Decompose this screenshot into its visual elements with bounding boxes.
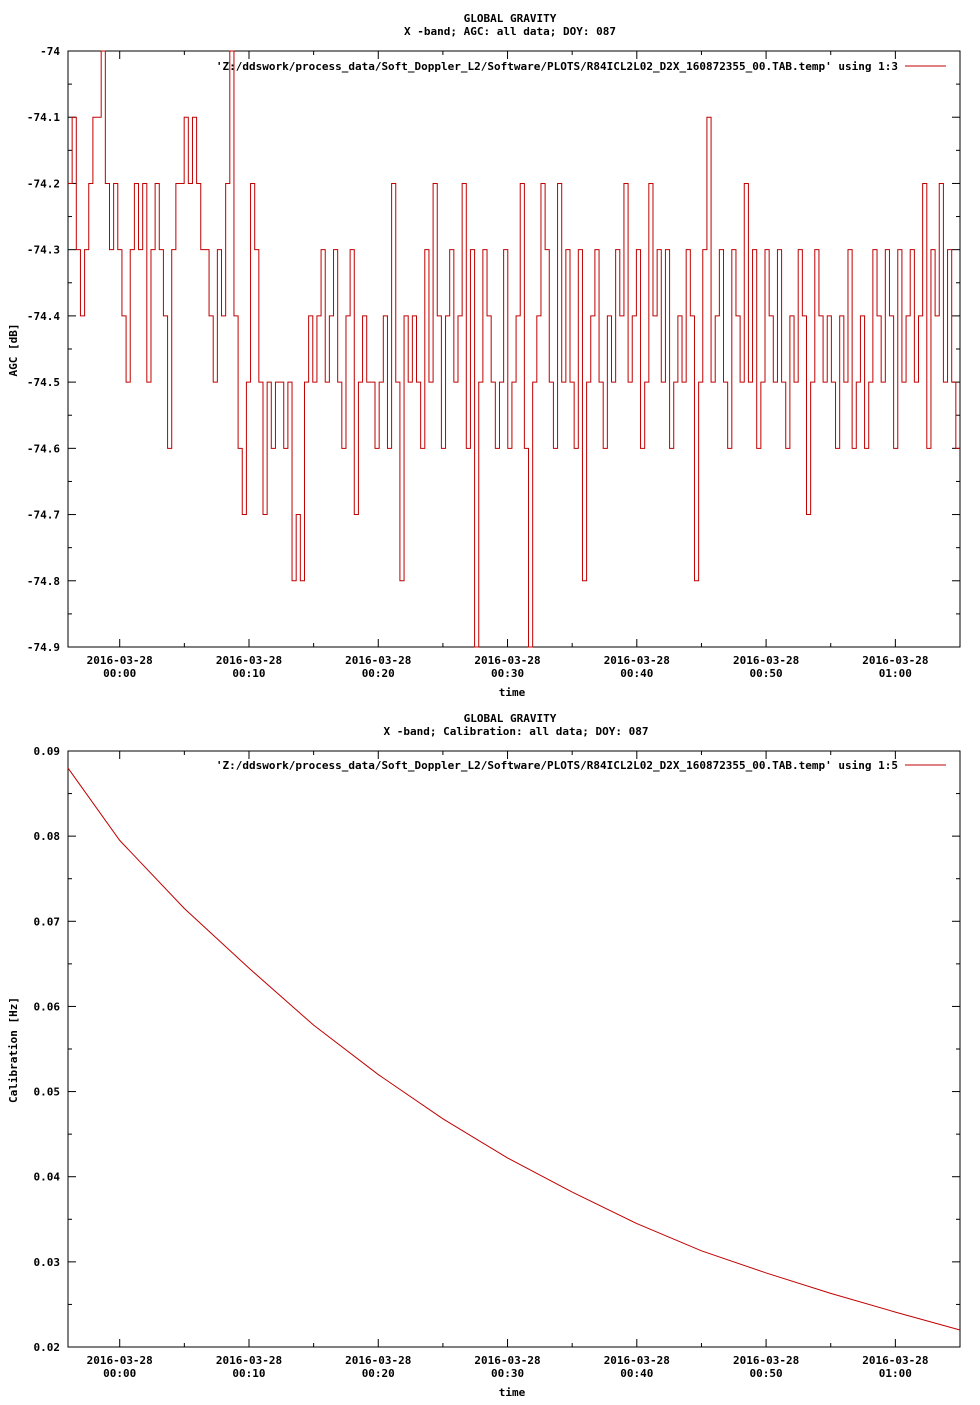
x-tick-time: 00:00 xyxy=(103,667,137,680)
x-tick-time: 00:40 xyxy=(620,1367,654,1380)
x-tick-time: 00:20 xyxy=(361,1367,395,1380)
x-tick-date: 2016-03-28 xyxy=(603,1354,670,1367)
chart-title: GLOBAL GRAVITY xyxy=(463,12,557,25)
y-tick-label: -74.2 xyxy=(26,177,60,191)
x-tick-time: 00:10 xyxy=(232,667,266,680)
y-tick-label: -74.4 xyxy=(26,309,60,323)
y-tick-label: -74 xyxy=(40,45,60,58)
x-tick-time: 00:50 xyxy=(749,1367,783,1380)
chart-subtitle: X -band; Calibration: all data; DOY: 087 xyxy=(383,725,649,738)
y-tick-label: -74.3 xyxy=(26,243,60,257)
x-tick-date: 2016-03-28 xyxy=(474,654,541,667)
y-tick-label: 0.03 xyxy=(33,1255,60,1269)
x-axis-label: time xyxy=(498,1386,526,1399)
x-tick-time: 00:10 xyxy=(232,1367,266,1380)
y-tick-label: -74.7 xyxy=(26,508,60,522)
calibration-series-line xyxy=(68,768,960,1330)
y-tick-label: -74.9 xyxy=(26,641,60,654)
agc-series-line xyxy=(68,51,960,647)
x-tick-date: 2016-03-28 xyxy=(474,1354,541,1367)
chart-subtitle: X -band; AGC: all data; DOY: 087 xyxy=(404,25,616,38)
plot-frame xyxy=(68,751,960,1347)
y-tick-label: 0.09 xyxy=(33,745,60,758)
x-tick-date: 2016-03-28 xyxy=(862,654,929,667)
agc-panel xyxy=(7,12,960,699)
x-axis-label: time xyxy=(498,686,526,699)
y-tick-label: -74.6 xyxy=(26,442,60,456)
y-tick-label: -74.8 xyxy=(26,574,60,588)
y-tick-label: 0.02 xyxy=(33,1341,60,1354)
x-tick-time: 00:20 xyxy=(361,667,395,680)
x-tick-date: 2016-03-28 xyxy=(345,1354,412,1367)
y-tick-label: 0.04 xyxy=(33,1170,60,1184)
y-tick-label: -74.1 xyxy=(26,111,60,125)
x-tick-date: 2016-03-28 xyxy=(345,654,412,667)
plot-frame xyxy=(68,51,960,647)
y-tick-label: 0.08 xyxy=(33,830,60,844)
y-tick-label: 0.06 xyxy=(33,1000,60,1014)
y-tick-label: -74.5 xyxy=(26,376,60,390)
x-tick-date: 2016-03-28 xyxy=(862,1354,929,1367)
y-axis-label: AGC [dB] xyxy=(7,323,20,377)
x-tick-time: 00:40 xyxy=(620,667,654,680)
x-tick-date: 2016-03-28 xyxy=(732,654,800,667)
x-tick-date: 2016-03-28 xyxy=(215,1354,283,1367)
x-tick-time: 01:00 xyxy=(878,1367,912,1380)
x-tick-time: 00:50 xyxy=(749,667,783,680)
chart-title: GLOBAL GRAVITY xyxy=(463,712,557,725)
x-tick-date: 2016-03-28 xyxy=(86,654,153,667)
x-tick-time: 00:30 xyxy=(490,1367,525,1380)
legend-label: 'Z:/ddswork/process_data/Soft_Doppler_L2/Software/PLOTS/R84ICL2L02_D2X_160872355_00.TAB.temp' using 1:5 xyxy=(215,759,898,772)
x-tick-date: 2016-03-28 xyxy=(86,1354,153,1367)
x-tick-date: 2016-03-28 xyxy=(603,654,670,667)
x-tick-time: 00:00 xyxy=(103,1367,137,1380)
x-tick-time: 00:30 xyxy=(490,667,525,680)
x-tick-date: 2016-03-28 xyxy=(732,1354,800,1367)
x-tick-time: 01:00 xyxy=(878,667,912,680)
y-tick-label: 0.05 xyxy=(33,1085,60,1099)
y-axis-label: Calibration [Hz] xyxy=(7,997,20,1103)
calibration-panel xyxy=(7,712,960,1399)
y-tick-label: 0.07 xyxy=(33,915,60,929)
x-tick-date: 2016-03-28 xyxy=(215,654,283,667)
legend-label: 'Z:/ddswork/process_data/Soft_Doppler_L2/Software/PLOTS/R84ICL2L02_D2X_160872355_00.TAB.temp' using 1:3 xyxy=(215,60,898,73)
